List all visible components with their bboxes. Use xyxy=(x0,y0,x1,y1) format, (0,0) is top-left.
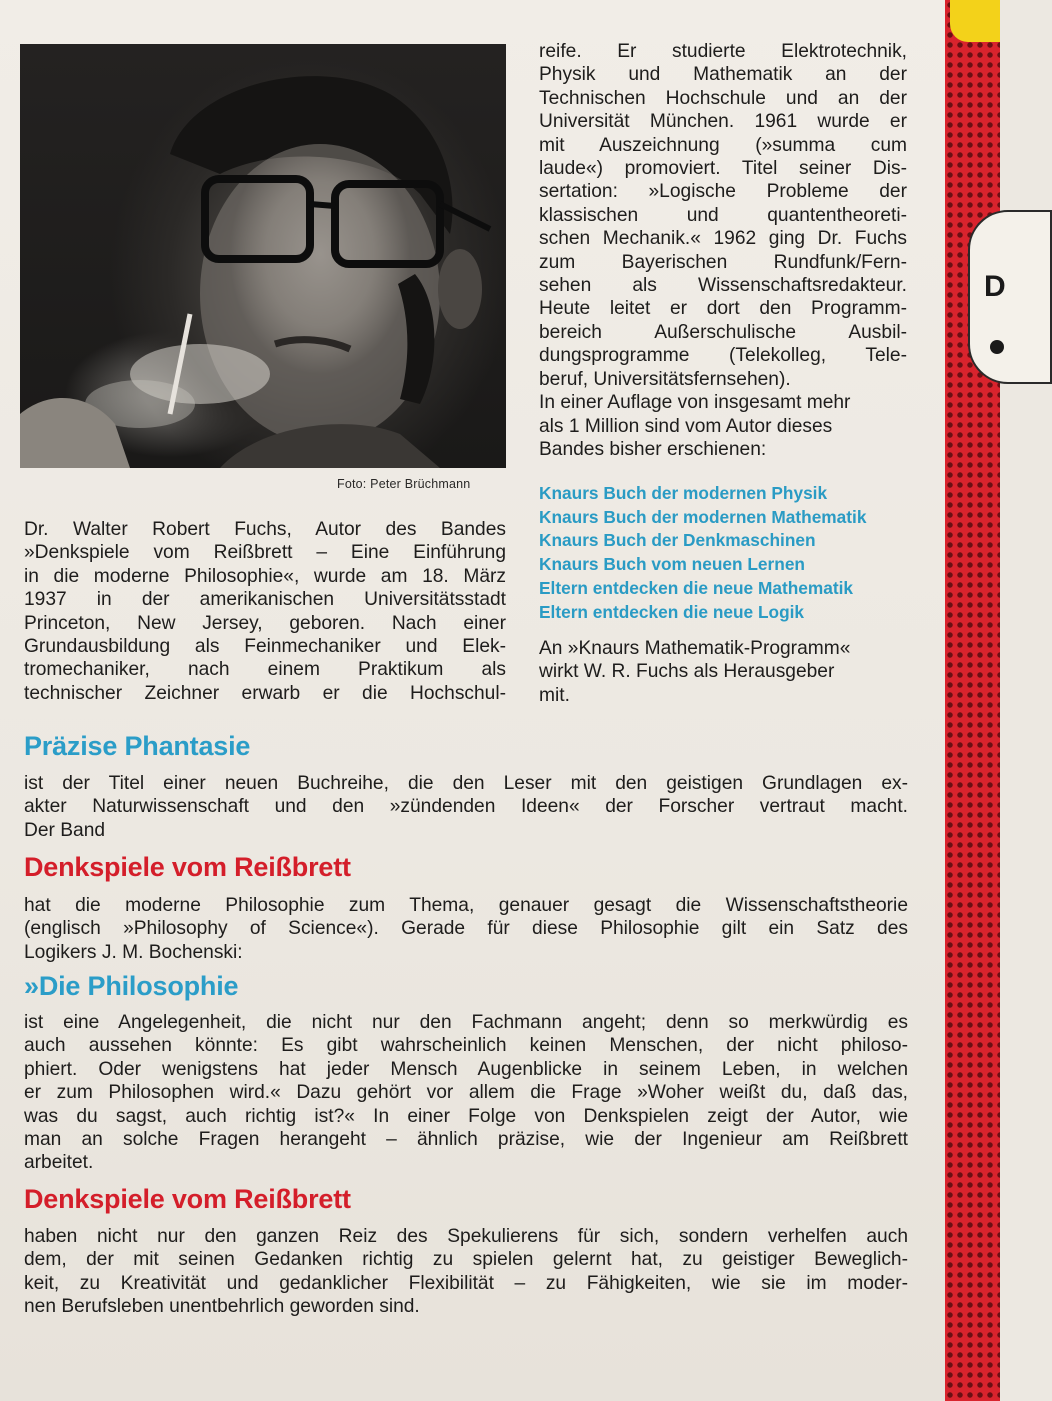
spine-letter: D xyxy=(984,270,1006,303)
body-line: phiert. Oder wenigstens hat jeder Mensch Augenblicke in seinem Leben, in welchen xyxy=(24,1058,908,1080)
section-heading: Präzise Phantasie xyxy=(24,731,251,761)
bio-line: tromechaniker, nach einem Praktikum als xyxy=(24,659,506,681)
body-line: hat die moderne Philosophie zum Thema, genauer gesagt die Wissenschaftstheorie xyxy=(24,895,908,916)
bio-line: laude«) promoviert. Titel seiner Dis- xyxy=(539,158,907,180)
body-line: auch aussehen könnte: Es gibt wahrscheinlich keinen Menschen, der nicht philoso- xyxy=(24,1035,908,1057)
cover-spine-pattern xyxy=(945,0,1000,1401)
body-line: akter Naturwissenschaft und den »zündenden Ideen« der Forscher vertraut macht. xyxy=(24,796,908,818)
author-photo xyxy=(20,44,506,468)
photo-credit: Foto: Peter Brüchmann xyxy=(337,477,471,491)
section-heading: Denkspiele vom Reißbrett xyxy=(24,852,351,882)
body-line: (englisch »Philosophy of Science«). Gerade für diese Philosophie gilt ein Satz des xyxy=(24,918,908,940)
bio-line: sehen als Wissenschaftsredakteur. xyxy=(539,275,907,297)
body-line: man an solche Fragen herangeht – ähnlich präzise, wie der Ingenieur am Reißbrett xyxy=(24,1129,908,1151)
bio-line: beruf, Universitätsfernsehen). xyxy=(539,368,791,390)
body-line: haben nicht nur den ganzen Reiz des Spekulierens für sich, sondern verhelfen auch xyxy=(24,1226,908,1247)
body-line: er zum Philosophen wird.« Dazu gehört vor allem die Frage »Woher weißt du, daß das, xyxy=(24,1082,908,1104)
bio-line: reife. Er studierte Elektrotechnik, xyxy=(539,41,907,62)
body-line: nen Berufsleben unentbehrlich geworden sind. xyxy=(24,1296,420,1318)
bio-line: Universität München. 1961 wurde er xyxy=(539,111,907,133)
editor-note-line: mit. xyxy=(539,684,570,706)
bio-line: in die moderne Philosophie«, wurde am 18. März xyxy=(24,565,506,587)
bio-line: dungsprogramme (Telekolleg, Tele- xyxy=(539,345,907,367)
section-body xyxy=(24,894,908,964)
ear-shape xyxy=(438,249,482,329)
author-portrait-illustration xyxy=(20,44,506,468)
spine-yellow-accent xyxy=(950,0,1000,42)
bio-line: klassischen und quantentheoreti- xyxy=(539,204,907,226)
bio-line: In einer Auflage von insgesamt mehr xyxy=(539,392,851,414)
body-line: ist der Titel einer neuen Buchreihe, die den Leser mit den geistigen Grundlagen ex- xyxy=(24,773,908,794)
bio-line: mit Auszeichnung (»summa cum xyxy=(539,134,907,156)
spine-dot xyxy=(990,340,1004,354)
body-line: Der Band xyxy=(24,819,106,841)
bio-line: bereich Außerschulische Ausbil- xyxy=(539,321,907,343)
body-line: keit, zu Kreativität und gedanklicher Flexibilität – zu Fähigkeiten, wie sie im moder- xyxy=(24,1272,908,1294)
bio-line: Princeton, New Jersey, geboren. Nach einer xyxy=(24,612,506,634)
body-line: was du sagst, auch richtig ist?« In einer Folge von Denkspielen zeigt der Autor, wie xyxy=(24,1105,908,1127)
editor-note-line: An »Knaurs Mathematik-Programm« xyxy=(539,638,851,659)
book-title: Knaurs Buch vom neuen Lernen xyxy=(539,554,805,575)
section-body xyxy=(24,772,908,842)
bio-line: technischer Zeichner erwarb er die Hochschul- xyxy=(24,682,506,704)
editor-note-line: wirkt W. R. Fuchs als Herausgeber xyxy=(539,661,835,683)
book-title: Eltern entdecken die neue Logik xyxy=(539,601,805,622)
bio-line: schen Mechanik.« 1962 ging Dr. Fuchs xyxy=(539,228,907,250)
section-body xyxy=(24,1225,908,1319)
bio-line: als 1 Million sind vom Autor dieses xyxy=(539,415,833,437)
bio-line: Physik und Mathematik an der xyxy=(539,64,907,86)
author-bio-right xyxy=(539,40,907,461)
bio-line: Heute leitet er dort den Programm- xyxy=(539,298,907,320)
bio-line: Dr. Walter Robert Fuchs, Autor des Bandes xyxy=(24,519,506,540)
book-title: Knaurs Buch der modernen Mathematik xyxy=(539,506,867,527)
body-line: ist eine Angelegenheit, die nicht nur den Fachmann angeht; denn so merkwürdig es xyxy=(24,1012,908,1033)
bio-line: 1937 in der amerikanischen Universitätsstadt xyxy=(24,589,506,611)
glasses-bridge xyxy=(310,204,335,206)
section-body xyxy=(24,1011,908,1175)
author-bio-left xyxy=(24,518,506,705)
shirt-shape xyxy=(220,424,440,468)
book-title: Knaurs Buch der modernen Physik xyxy=(539,483,828,503)
body-line: dem, der mit seinen Gedanken richtig zu spielen gelernt hat, zu geistiger Beweglich- xyxy=(24,1249,908,1271)
bio-line: »Denkspiele vom Reißbrett – Eine Einführung xyxy=(24,542,506,564)
body-line: Logikers J. M. Bochenski: xyxy=(24,941,243,963)
spine-label-disc xyxy=(968,210,1052,384)
bio-line: Bandes bisher erschienen: xyxy=(539,438,767,460)
book-title: Knaurs Buch der Denkmaschinen xyxy=(539,530,816,551)
bio-line: zum Bayerischen Rundfunk/Fern- xyxy=(539,251,907,273)
body-line: arbeitet. xyxy=(24,1152,94,1174)
bio-line: sertation: »Logische Probleme der xyxy=(539,181,907,203)
editor-note xyxy=(539,637,907,707)
section-heading: »Die Philosophie xyxy=(24,971,239,1001)
section-heading: Denkspiele vom Reißbrett xyxy=(24,1184,351,1214)
bio-line: Grundausbildung als Feinmechaniker und Elek- xyxy=(24,636,506,658)
bio-line: Technischen Hochschule und an der xyxy=(539,87,907,109)
book-title: Eltern entdecken die neue Mathematik xyxy=(539,577,854,598)
book-list xyxy=(539,482,866,624)
